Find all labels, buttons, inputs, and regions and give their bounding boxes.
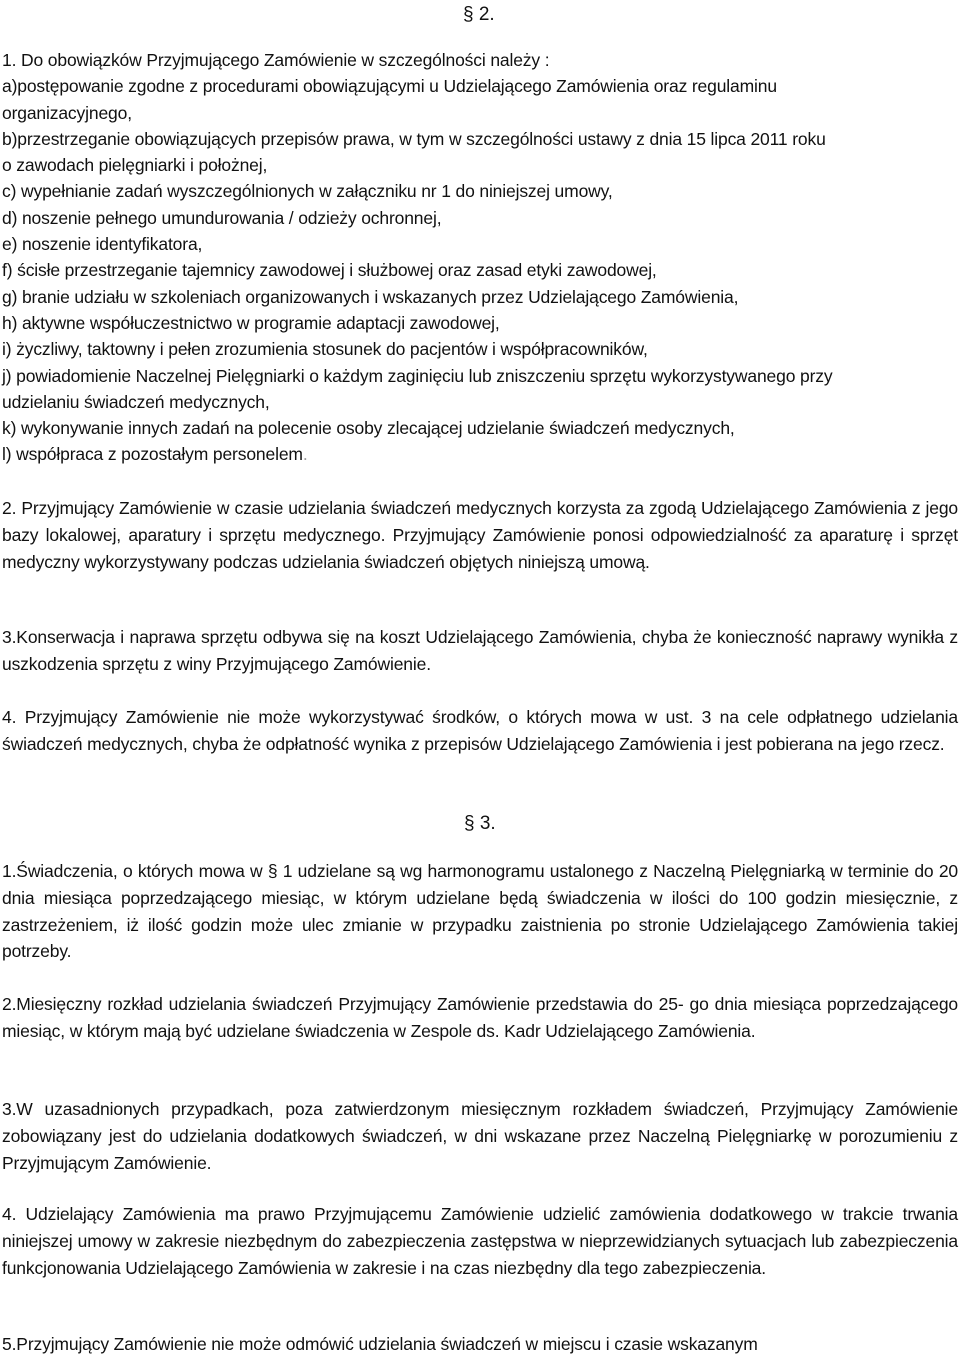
section-3-point-4: [2, 1201, 958, 1281]
section-3-point-1: [2, 858, 958, 965]
paragraph: 3.Konserwacja i naprawa sprzętu odbywa się na koszt Udzielającego Zamówienia, chyba że konieczność naprawy wynikła z uszkodzenia sprzętu z winy Przyjmującego Zamówienie.: [2, 627, 958, 674]
trailing-dot: .: [302, 444, 308, 465]
section-3-point-3: [2, 1096, 958, 1176]
section-2-point-4: [2, 704, 958, 758]
section-2-point-1: [2, 47, 958, 468]
list-line: h) aktywne współuczestnictwo w programie adaptacji zawodowej,: [2, 312, 500, 333]
list-line: d) noszenie pełnego umundurowania / odzieży ochronnej,: [2, 207, 442, 228]
section-3-point-5: [2, 1331, 958, 1358]
list-line: j) powiadomienie Naczelnej Pielęgniarki o każdym zaginięciu lub zniszczeniu sprzętu wykorzystywanego przy: [2, 365, 833, 386]
section-2-point-3: [2, 624, 958, 678]
list-line-text: l) współpraca z pozostałym personelem: [2, 444, 303, 465]
section-2-point-2: [2, 495, 958, 575]
list-line: udzielaniu świadczeń medycznych,: [2, 391, 270, 412]
list-line: 1. Do obowiązków Przyjmującego Zamówienie w szczególności należy :: [2, 50, 550, 70]
list-line: c) wypełnianie zadań wyszczególnionych w załączniku nr 1 do niniejszej umowy,: [2, 181, 613, 202]
list-line: k) wykonywanie innych zadań na polecenie osoby zlecającej udzielanie świadczeń medycznych,: [2, 418, 735, 439]
paragraph: 1.Świadczenia, o których mowa w § 1 udzielane są wg harmonogramu ustalonego z Naczelną Pielęgniarką w terminie do 20 dnia miesiąca poprzedzającego miesiąc, w którym udzielane będą świadczenia w ilości do 100 godzin miesięcznie, z zastrzeżeniem, iż ilość godzin może ulec zmianie w przypadku zaistnienia po stronie Udzielającego Zamówienia takiej potrzeby.: [2, 861, 958, 962]
list-line: f) ścisłe przestrzeganie tajemnicy zawodowej i służbowej oraz zasad etyki zawodowej,: [2, 260, 657, 281]
list-line: o zawodach pielęgniarki i położnej,: [2, 155, 268, 176]
list-line: organizacyjnego,: [2, 102, 132, 123]
list-line: g) branie udziału w szkoleniach organizowanych i wskazanych przez Udzielającego Zamówienia,: [2, 286, 739, 307]
list-line: b)przestrzeganie obowiązujących przepisów prawa, w tym w szczególności ustawy z dnia 15 lipca 2011 roku: [2, 128, 826, 149]
list-line: e) noszenie identyfikatora,: [2, 234, 203, 255]
section-3-point-2: [2, 991, 958, 1045]
section-2-heading: § 2.: [463, 4, 495, 25]
paragraph: 4. Przyjmujący Zamówienie nie może wykorzystywać środków, o których mowa w ust. 3 na cele odpłatnego udzielania świadczeń medycznych, chyba że odpłatność wynika z przepisów Udzielającego Zamówienia i jest pobierana na jego rzecz.: [2, 707, 958, 754]
paragraph: 2.Miesięczny rozkład udzielania świadczeń Przyjmujący Zamówienie przedstawia do 25- go dnia miesiąca poprzedzającego miesiąc, w którym mają być udzielane świadczenia w Zespole ds. Kadr Udzielającego Zamówienia.: [2, 994, 958, 1041]
list-line: [2, 441, 958, 467]
list-line: a)postępowanie zgodne z procedurami obowiązującymi u Udzielającego Zamówienia oraz regulaminu: [2, 76, 777, 97]
paragraph: 3.W uzasadnionych przypadkach, poza zatwierdzonym miesięcznym rozkładem świadczeń, Przyjmujący Zamówienie zobowiązany jest do udzielania dodatkowych świadczeń, w dni wskazane przez Naczelną Pielęgniarkę w porozumieniu z Przyjmującym Zamówienie.: [2, 1099, 958, 1173]
list-line: i) życzliwy, taktowny i pełen zrozumienia stosunek do pacjentów i współpracowników,: [2, 339, 648, 360]
paragraph: 2. Przyjmujący Zamówienie w czasie udzielania świadczeń medycznych korzysta za zgodą Udzielającego Zamówienia z jego bazy lokalowej, aparatury i sprzętu medycznego. Przyjmujący Zamówienie ponosi odpowiedzialność za aparaturę i sprzęt medyczny wykorzystywany podczas udzielania świadczeń objętych niniejszą umową.: [2, 498, 958, 572]
section-3-heading: § 3.: [464, 813, 496, 834]
paragraph: 5.Przyjmujący Zamówienie nie może odmówić udzielania świadczeń w miejscu i czasie wskazanym: [2, 1334, 758, 1354]
paragraph: 4. Udzielający Zamówienia ma prawo Przyjmującemu Zamówienie udzielić zamówienia dodatkowego w trakcie trwania niniejszej umowy w zakresie niezbędnym do zabezpieczenia zastępstwa w nieprzewidzianych sytuacjach lub zabezpieczenia funkcjonowania Udzielającego Zamówienia w zakresie i na czas niezbędny dla tego zabezpieczenia.: [2, 1204, 958, 1278]
